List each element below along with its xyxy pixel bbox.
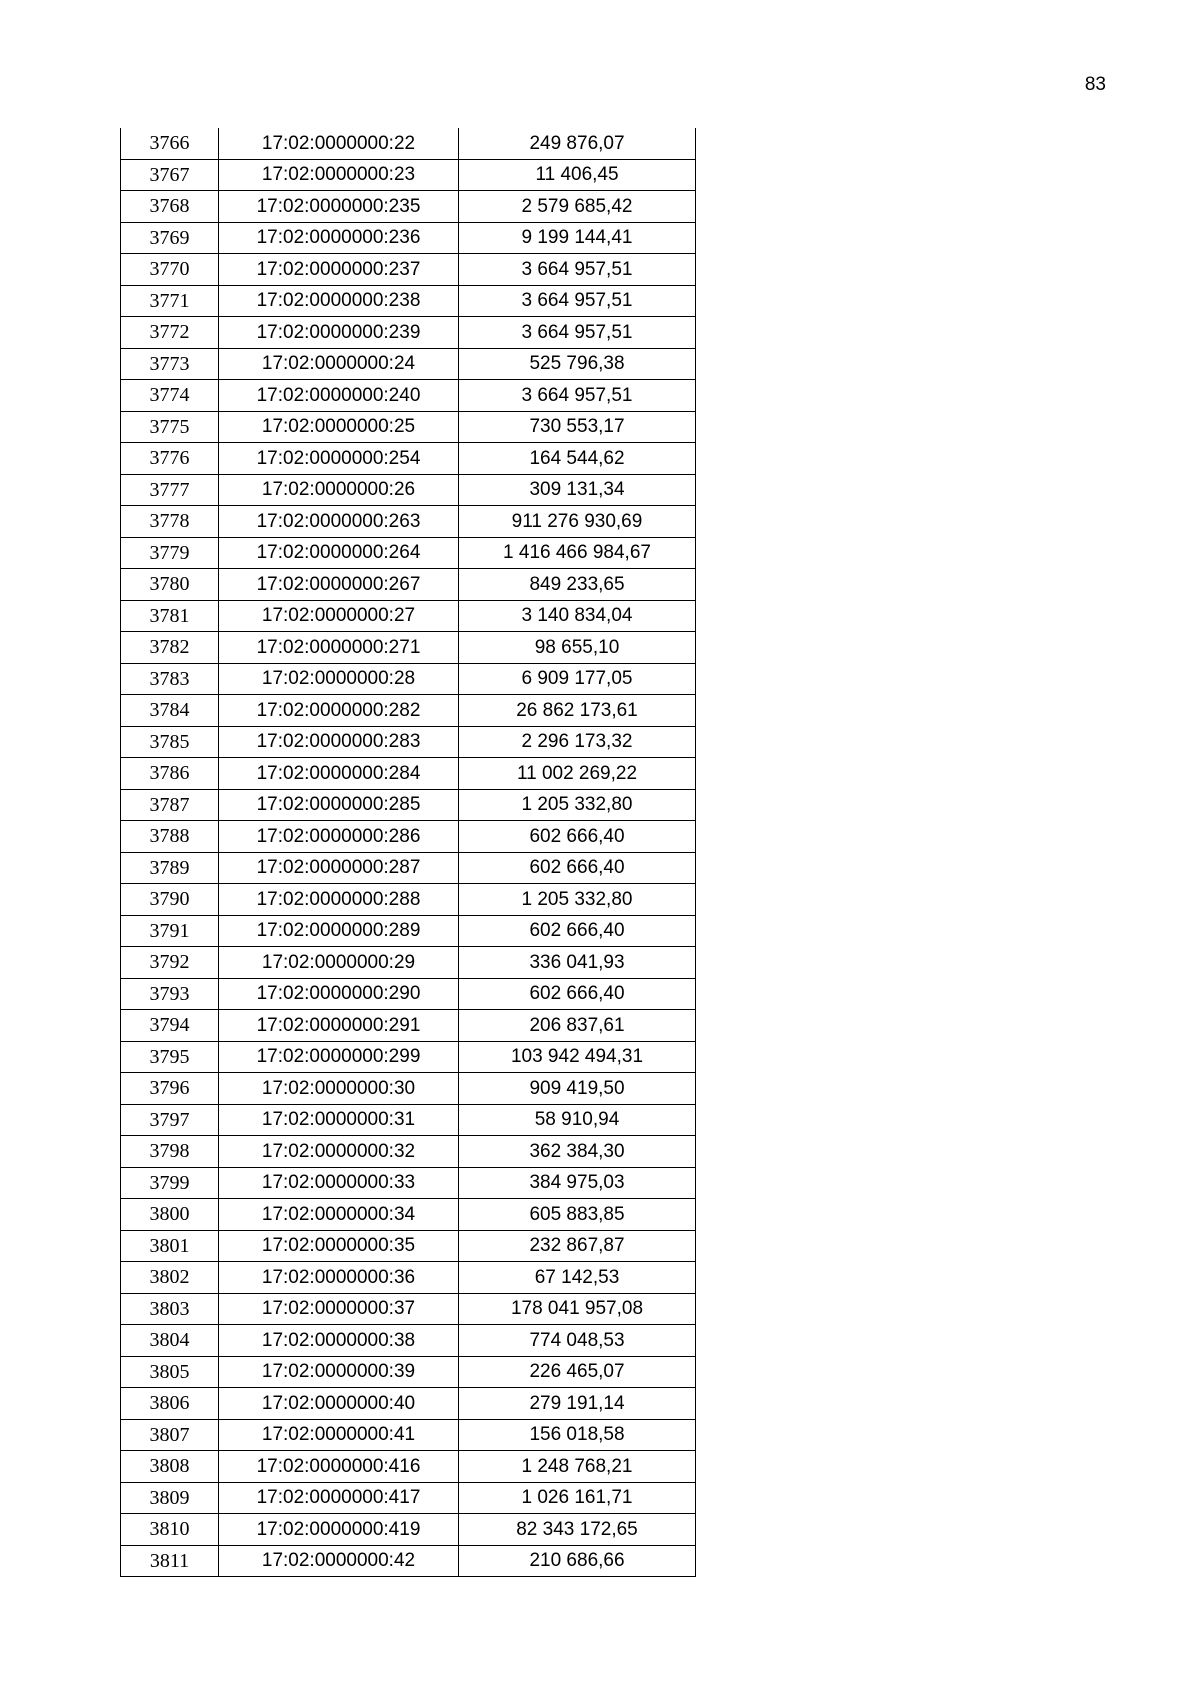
- cadastral-number-cell: 17:02:0000000:23: [219, 159, 459, 191]
- cadastral-value-cell: 11 002 269,22: [459, 758, 696, 790]
- table-row: [121, 1451, 696, 1483]
- cadastral-number-cell: 17:02:0000000:35: [219, 1230, 459, 1262]
- table-row: [121, 1167, 696, 1199]
- row-number-cell: 3783: [121, 663, 219, 695]
- row-number-cell: 3801: [121, 1230, 219, 1262]
- table-row: [121, 1262, 696, 1294]
- row-number-cell: 3791: [121, 915, 219, 947]
- cadastral-number-cell: 17:02:0000000:26: [219, 474, 459, 506]
- row-number-cell: 3774: [121, 380, 219, 412]
- row-number-cell: 3804: [121, 1325, 219, 1357]
- row-number-cell: 3799: [121, 1167, 219, 1199]
- table-row: [121, 821, 696, 853]
- cadastral-value-cell: 9 199 144,41: [459, 222, 696, 254]
- table-row: [121, 1356, 696, 1388]
- table-row: [121, 411, 696, 443]
- cadastral-value-cell: 336 041,93: [459, 947, 696, 979]
- table-row: [121, 191, 696, 223]
- row-number-cell: 3810: [121, 1514, 219, 1546]
- cadastral-number-cell: 17:02:0000000:290: [219, 978, 459, 1010]
- row-number-cell: 3805: [121, 1356, 219, 1388]
- row-number-cell: 3768: [121, 191, 219, 223]
- cadastral-value-cell: 1 248 768,21: [459, 1451, 696, 1483]
- cadastral-value-cell: 602 666,40: [459, 852, 696, 884]
- table-row: [121, 317, 696, 349]
- cadastral-number-cell: 17:02:0000000:38: [219, 1325, 459, 1357]
- table-row: [121, 1419, 696, 1451]
- cadastral-number-cell: 17:02:0000000:282: [219, 695, 459, 727]
- row-number-cell: 3808: [121, 1451, 219, 1483]
- cadastral-value-cell: 3 664 957,51: [459, 285, 696, 317]
- cadastral-number-cell: 17:02:0000000:36: [219, 1262, 459, 1294]
- cadastral-number-cell: 17:02:0000000:254: [219, 443, 459, 475]
- cadastral-value-cell: 1 416 466 984,67: [459, 537, 696, 569]
- cadastral-value-cell: 384 975,03: [459, 1167, 696, 1199]
- row-number-cell: 3766: [121, 128, 219, 159]
- cadastral-number-cell: 17:02:0000000:33: [219, 1167, 459, 1199]
- cadastral-number-cell: 17:02:0000000:28: [219, 663, 459, 695]
- table-row: [121, 1230, 696, 1262]
- cadastral-number-cell: 17:02:0000000:41: [219, 1419, 459, 1451]
- table-body: [121, 128, 696, 1577]
- row-number-cell: 3786: [121, 758, 219, 790]
- cadastral-value-cell: 605 883,85: [459, 1199, 696, 1231]
- row-number-cell: 3787: [121, 789, 219, 821]
- cadastral-number-cell: 17:02:0000000:31: [219, 1104, 459, 1136]
- table-row: [121, 915, 696, 947]
- row-number-cell: 3811: [121, 1545, 219, 1577]
- cadastral-number-cell: 17:02:0000000:235: [219, 191, 459, 223]
- row-number-cell: 3797: [121, 1104, 219, 1136]
- table-row: [121, 254, 696, 286]
- cadastral-number-cell: 17:02:0000000:419: [219, 1514, 459, 1546]
- cadastral-number-cell: 17:02:0000000:22: [219, 128, 459, 159]
- cadastral-value-cell: 103 942 494,31: [459, 1041, 696, 1073]
- cadastral-value-cell: 3 664 957,51: [459, 317, 696, 349]
- table-row: [121, 978, 696, 1010]
- row-number-cell: 3777: [121, 474, 219, 506]
- cadastral-value-cell: 82 343 172,65: [459, 1514, 696, 1546]
- row-number-cell: 3792: [121, 947, 219, 979]
- table-row: [121, 1388, 696, 1420]
- cadastral-number-cell: 17:02:0000000:37: [219, 1293, 459, 1325]
- cadastral-value-cell: 362 384,30: [459, 1136, 696, 1168]
- table-row: [121, 474, 696, 506]
- cadastral-number-cell: 17:02:0000000:291: [219, 1010, 459, 1042]
- table-row: [121, 1514, 696, 1546]
- cadastral-number-cell: 17:02:0000000:42: [219, 1545, 459, 1577]
- table-row: [121, 758, 696, 790]
- cadastral-number-cell: 17:02:0000000:288: [219, 884, 459, 916]
- cadastral-value-cell: 1 205 332,80: [459, 789, 696, 821]
- row-number-cell: 3807: [121, 1419, 219, 1451]
- cadastral-value-cell: 232 867,87: [459, 1230, 696, 1262]
- cadastral-number-cell: 17:02:0000000:240: [219, 380, 459, 412]
- row-number-cell: 3778: [121, 506, 219, 538]
- cadastral-number-cell: 17:02:0000000:34: [219, 1199, 459, 1231]
- row-number-cell: 3790: [121, 884, 219, 916]
- table-row: [121, 1104, 696, 1136]
- cadastral-value-cell: 774 048,53: [459, 1325, 696, 1357]
- cadastral-value-cell: 849 233,65: [459, 569, 696, 601]
- cadastral-value-cell: 3 664 957,51: [459, 254, 696, 286]
- row-number-cell: 3769: [121, 222, 219, 254]
- row-number-cell: 3775: [121, 411, 219, 443]
- table-row: [121, 159, 696, 191]
- row-number-cell: 3784: [121, 695, 219, 727]
- table-row: [121, 852, 696, 884]
- cadastral-number-cell: 17:02:0000000:25: [219, 411, 459, 443]
- table-row: [121, 1545, 696, 1577]
- cadastral-number-cell: 17:02:0000000:283: [219, 726, 459, 758]
- cadastral-number-cell: 17:02:0000000:29: [219, 947, 459, 979]
- cadastral-number-cell: 17:02:0000000:264: [219, 537, 459, 569]
- cadastral-value-cell: 249 876,07: [459, 128, 696, 159]
- cadastral-value-cell: 2 296 173,32: [459, 726, 696, 758]
- cadastral-value-cell: 178 041 957,08: [459, 1293, 696, 1325]
- table-row: [121, 285, 696, 317]
- row-number-cell: 3789: [121, 852, 219, 884]
- cadastral-value-cell: 279 191,14: [459, 1388, 696, 1420]
- table-row: [121, 1325, 696, 1357]
- row-number-cell: 3796: [121, 1073, 219, 1105]
- table-row: [121, 1199, 696, 1231]
- table-row: [121, 380, 696, 412]
- row-number-cell: 3803: [121, 1293, 219, 1325]
- cadastral-number-cell: 17:02:0000000:32: [219, 1136, 459, 1168]
- cadastral-number-cell: 17:02:0000000:287: [219, 852, 459, 884]
- cadastral-value-cell: 2 579 685,42: [459, 191, 696, 223]
- row-number-cell: 3773: [121, 348, 219, 380]
- cadastral-number-cell: 17:02:0000000:238: [219, 285, 459, 317]
- row-number-cell: 3793: [121, 978, 219, 1010]
- table-row: [121, 569, 696, 601]
- table-row: [121, 128, 696, 159]
- table-row: [121, 443, 696, 475]
- row-number-cell: 3776: [121, 443, 219, 475]
- row-number-cell: 3771: [121, 285, 219, 317]
- cadastral-number-cell: 17:02:0000000:30: [219, 1073, 459, 1105]
- cadastral-number-cell: 17:02:0000000:286: [219, 821, 459, 853]
- page-number: 83: [1084, 74, 1106, 95]
- cadastral-value-cell: 11 406,45: [459, 159, 696, 191]
- cadastral-value-cell: 26 862 173,61: [459, 695, 696, 727]
- cadastral-number-cell: 17:02:0000000:285: [219, 789, 459, 821]
- cadastral-value-cell: 156 018,58: [459, 1419, 696, 1451]
- row-number-cell: 3781: [121, 600, 219, 632]
- table-row: [121, 222, 696, 254]
- table-row: [121, 632, 696, 664]
- row-number-cell: 3798: [121, 1136, 219, 1168]
- row-number-cell: 3795: [121, 1041, 219, 1073]
- cadastral-number-cell: 17:02:0000000:237: [219, 254, 459, 286]
- cadastral-value-cell: 58 910,94: [459, 1104, 696, 1136]
- row-number-cell: 3802: [121, 1262, 219, 1294]
- row-number-cell: 3794: [121, 1010, 219, 1042]
- row-number-cell: 3780: [121, 569, 219, 601]
- cadastral-value-cell: 164 544,62: [459, 443, 696, 475]
- table-row: [121, 1136, 696, 1168]
- cadastral-value-cell: 226 465,07: [459, 1356, 696, 1388]
- cadastral-value-cell: 602 666,40: [459, 978, 696, 1010]
- cadastral-number-cell: 17:02:0000000:299: [219, 1041, 459, 1073]
- row-number-cell: 3782: [121, 632, 219, 664]
- table-row: [121, 1293, 696, 1325]
- table-row: [121, 537, 696, 569]
- table-row: [121, 884, 696, 916]
- table-row: [121, 1010, 696, 1042]
- cadastral-number-cell: 17:02:0000000:417: [219, 1482, 459, 1514]
- cadastral-number-cell: 17:02:0000000:236: [219, 222, 459, 254]
- table-row: [121, 506, 696, 538]
- cadastral-value-cell: 98 655,10: [459, 632, 696, 664]
- cadastral-number-cell: 17:02:0000000:271: [219, 632, 459, 664]
- table-row: [121, 1073, 696, 1105]
- table-row: [121, 789, 696, 821]
- cadastral-value-cell: 602 666,40: [459, 915, 696, 947]
- cadastral-value-cell: 525 796,38: [459, 348, 696, 380]
- cadastral-number-cell: 17:02:0000000:263: [219, 506, 459, 538]
- cadastral-value-cell: 309 131,34: [459, 474, 696, 506]
- cadastral-value-cell: 909 419,50: [459, 1073, 696, 1105]
- cadastral-number-cell: 17:02:0000000:267: [219, 569, 459, 601]
- table-row: [121, 947, 696, 979]
- table-row: [121, 1482, 696, 1514]
- cadastral-number-cell: 17:02:0000000:40: [219, 1388, 459, 1420]
- cadastral-value-cell: 206 837,61: [459, 1010, 696, 1042]
- cadastral-number-cell: 17:02:0000000:27: [219, 600, 459, 632]
- cadastral-value-cell: 730 553,17: [459, 411, 696, 443]
- cadastral-number-cell: 17:02:0000000:289: [219, 915, 459, 947]
- cadastral-value-cell: 1 205 332,80: [459, 884, 696, 916]
- cadastral-value-cell: 1 026 161,71: [459, 1482, 696, 1514]
- cadastral-value-cell: 67 142,53: [459, 1262, 696, 1294]
- cadastral-number-cell: 17:02:0000000:24: [219, 348, 459, 380]
- row-number-cell: 3770: [121, 254, 219, 286]
- row-number-cell: 3772: [121, 317, 219, 349]
- row-number-cell: 3809: [121, 1482, 219, 1514]
- row-number-cell: 3785: [121, 726, 219, 758]
- cadastral-number-cell: 17:02:0000000:239: [219, 317, 459, 349]
- table-row: [121, 726, 696, 758]
- table-row: [121, 600, 696, 632]
- row-number-cell: 3806: [121, 1388, 219, 1420]
- row-number-cell: 3788: [121, 821, 219, 853]
- row-number-cell: 3800: [121, 1199, 219, 1231]
- table-row: [121, 348, 696, 380]
- cadastral-value-table: [120, 128, 696, 1577]
- table-row: [121, 1041, 696, 1073]
- cadastral-number-cell: 17:02:0000000:39: [219, 1356, 459, 1388]
- cadastral-number-cell: 17:02:0000000:284: [219, 758, 459, 790]
- row-number-cell: 3779: [121, 537, 219, 569]
- cadastral-value-cell: 602 666,40: [459, 821, 696, 853]
- cadastral-value-cell: 3 140 834,04: [459, 600, 696, 632]
- cadastral-number-cell: 17:02:0000000:416: [219, 1451, 459, 1483]
- table-row: [121, 663, 696, 695]
- table-row: [121, 695, 696, 727]
- cadastral-value-cell: 6 909 177,05: [459, 663, 696, 695]
- cadastral-value-cell: 3 664 957,51: [459, 380, 696, 412]
- cadastral-value-cell: 210 686,66: [459, 1545, 696, 1577]
- cadastral-value-cell: 911 276 930,69: [459, 506, 696, 538]
- row-number-cell: 3767: [121, 159, 219, 191]
